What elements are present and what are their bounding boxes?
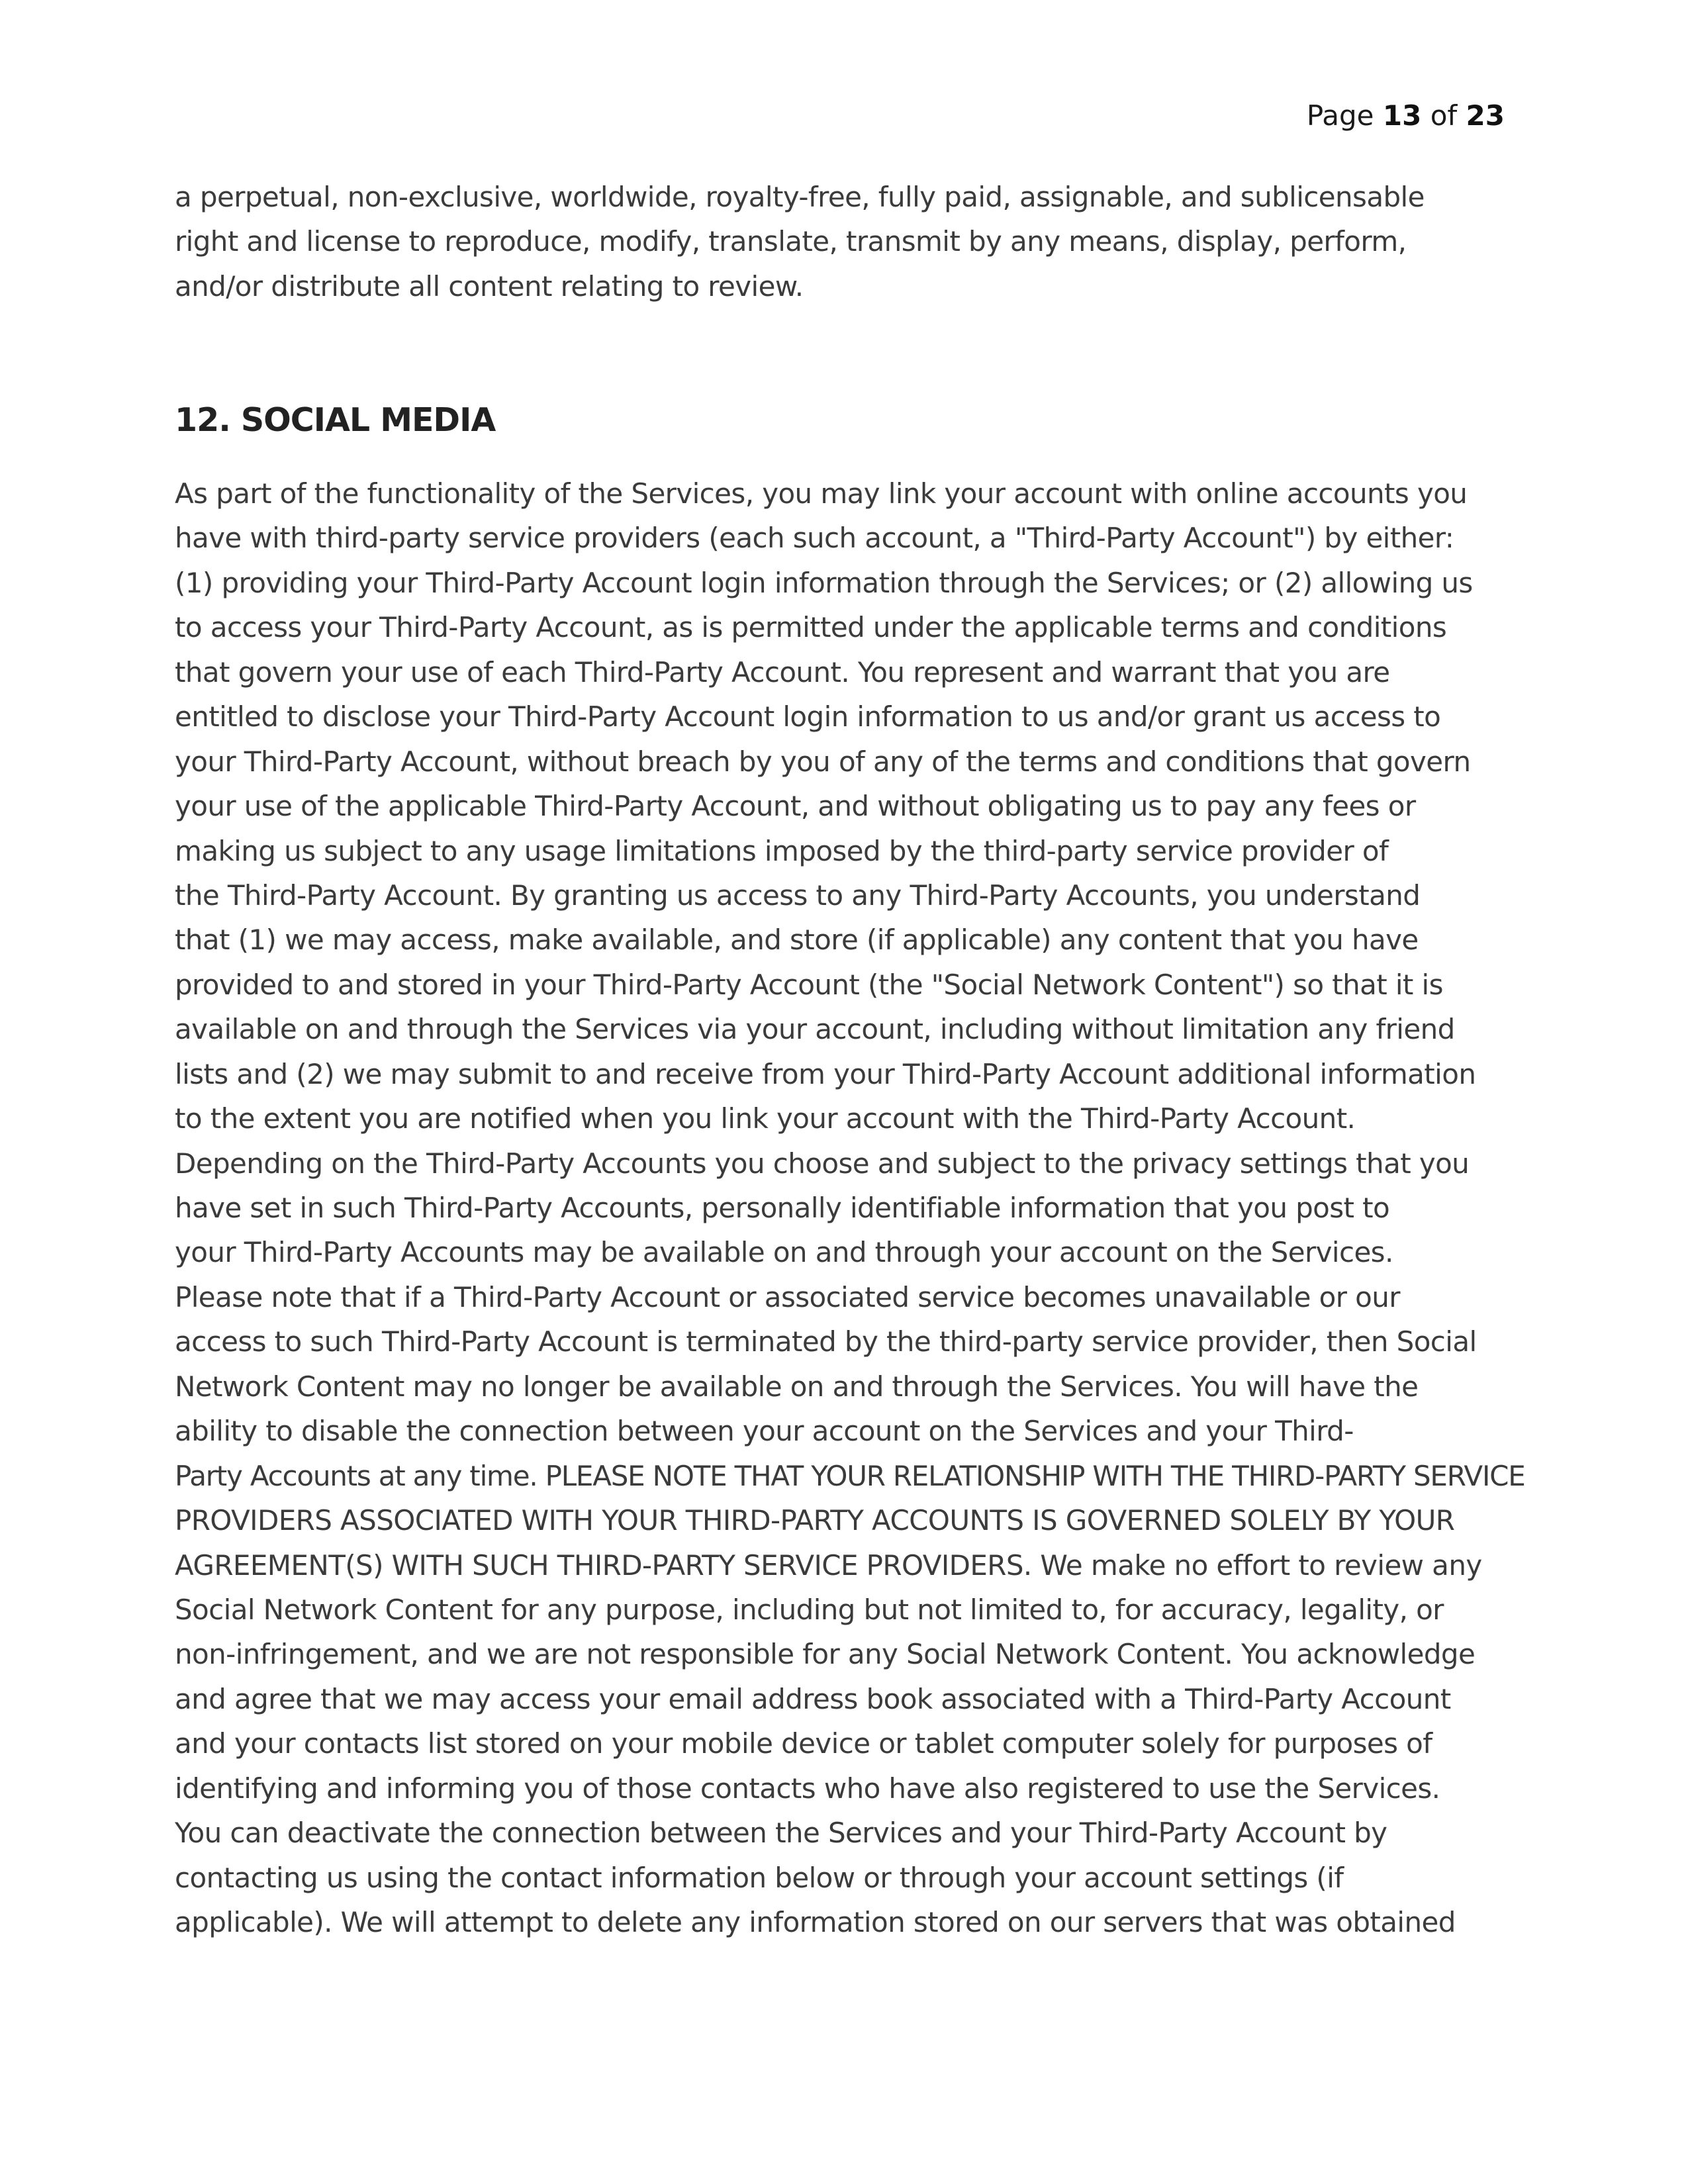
- text-line: making us subject to any usage limitations imposed by the third-party service provider of: [175, 834, 1389, 867]
- text-line: the Third-Party Account. By granting us access to any Third-Party Accounts, you understand: [175, 878, 1421, 912]
- text-line: a perpetual, non-exclusive, worldwide, royalty-free, fully paid, assignable, and sublicensable: [175, 181, 1425, 213]
- text-line: You can deactivate the connection between the Services and your Third-Party Account by: [175, 1817, 1387, 1850]
- page-current: 13: [1382, 99, 1422, 132]
- page-of: of: [1430, 99, 1458, 132]
- text-line: Please note that if a Third-Party Account or associated service becomes unavailable or our: [175, 1280, 1400, 1313]
- text-line: entitled to disclose your Third-Party Account login information to us and/or grant us access to: [175, 700, 1441, 734]
- text-line: and agree that we may access your email address book associated with a Third-Party Account: [175, 1682, 1451, 1715]
- text-line: access to such Third-Party Account is terminated by the third-party service provider, then Social: [175, 1325, 1477, 1358]
- text-line: As part of the functionality of the Services, you may link your account with online accounts you: [175, 477, 1468, 510]
- page-prefix: Page: [1306, 99, 1374, 132]
- text-line: have set in such Third-Party Accounts, personally identifiable information that you post to: [175, 1192, 1390, 1224]
- page-number: [1307, 99, 1505, 132]
- intro-paragraph: [175, 175, 1525, 309]
- text-line: to the extent you are notified when you link your account with the Third-Party Account.: [175, 1102, 1356, 1135]
- section-heading: 12. SOCIAL MEDIA: [175, 401, 496, 439]
- text-line: PROVIDERS ASSOCIATED WITH YOUR THIRD-PARTY ACCOUNTS IS GOVERNED SOLELY BY YOUR: [175, 1504, 1455, 1537]
- text-line: AGREEMENT(S) WITH SUCH THIRD-PARTY SERVICE PROVIDERS. We make no effort to review any: [175, 1548, 1482, 1582]
- text-line: identifying and informing you of those contacts who have also registered to use the Services.: [175, 1772, 1440, 1805]
- text-line: non-infringement, and we are not responsible for any Social Network Content. You acknowledge: [175, 1638, 1476, 1671]
- text-line: Network Content may no longer be available on and through the Services. You will have the: [175, 1370, 1419, 1403]
- text-line: that (1) we may access, make available, and store (if applicable) any content that you have: [175, 924, 1419, 957]
- text-line: have with third-party service providers (each such account, a "Third-Party Account") by either:: [175, 522, 1454, 555]
- text-line: your use of the applicable Third-Party Account, and without obligating us to pay any fees or: [175, 790, 1416, 823]
- text-line: contacting us using the contact information below or through your account settings (if: [175, 1861, 1344, 1894]
- text-line: and your contacts list stored on your mobile device or tablet computer solely for purposes of: [175, 1727, 1432, 1760]
- page-total: 23: [1466, 99, 1505, 132]
- text-line: and/or distribute all content relating to review.: [175, 269, 804, 303]
- text-line: Party Accounts at any time. PLEASE NOTE THAT YOUR RELATIONSHIP WITH THE THIRD-PARTY SERVICE: [175, 1459, 1525, 1492]
- text-line: to access your Third-Party Account, as is permitted under the applicable terms and conditions: [175, 611, 1447, 644]
- text-line: your Third-Party Accounts may be available on and through your account on the Services.: [175, 1236, 1393, 1269]
- text-line: Depending on the Third-Party Accounts you choose and subject to the privacy settings that you: [175, 1147, 1470, 1180]
- text-line: applicable). We will attempt to delete any information stored on our servers that was obtained: [175, 1906, 1456, 1938]
- text-line: ability to disable the connection between your account on the Services and your Third-: [175, 1415, 1354, 1448]
- section-paragraph: [175, 471, 1525, 1944]
- text-line: your Third-Party Account, without breach by you of any of the terms and conditions that govern: [175, 745, 1471, 778]
- text-line: provided to and stored in your Third-Party Account (the "Social Network Content") so that it is: [175, 968, 1443, 1001]
- text-line: (1) providing your Third-Party Account login information through the Services; or (2) allowing us: [175, 566, 1473, 599]
- text-line: available on and through the Services via your account, including without limitation any friend: [175, 1013, 1455, 1046]
- text-line: lists and (2) we may submit to and receive from your Third-Party Account additional information: [175, 1057, 1476, 1090]
- text-line: right and license to reproduce, modify, translate, transmit by any means, display, perform,: [175, 225, 1407, 258]
- text-line: that govern your use of each Third-Party Account. You represent and warrant that you are: [175, 655, 1390, 688]
- text-line: Social Network Content for any purpose, including but not limited to, for accuracy, legality, or: [175, 1593, 1444, 1626]
